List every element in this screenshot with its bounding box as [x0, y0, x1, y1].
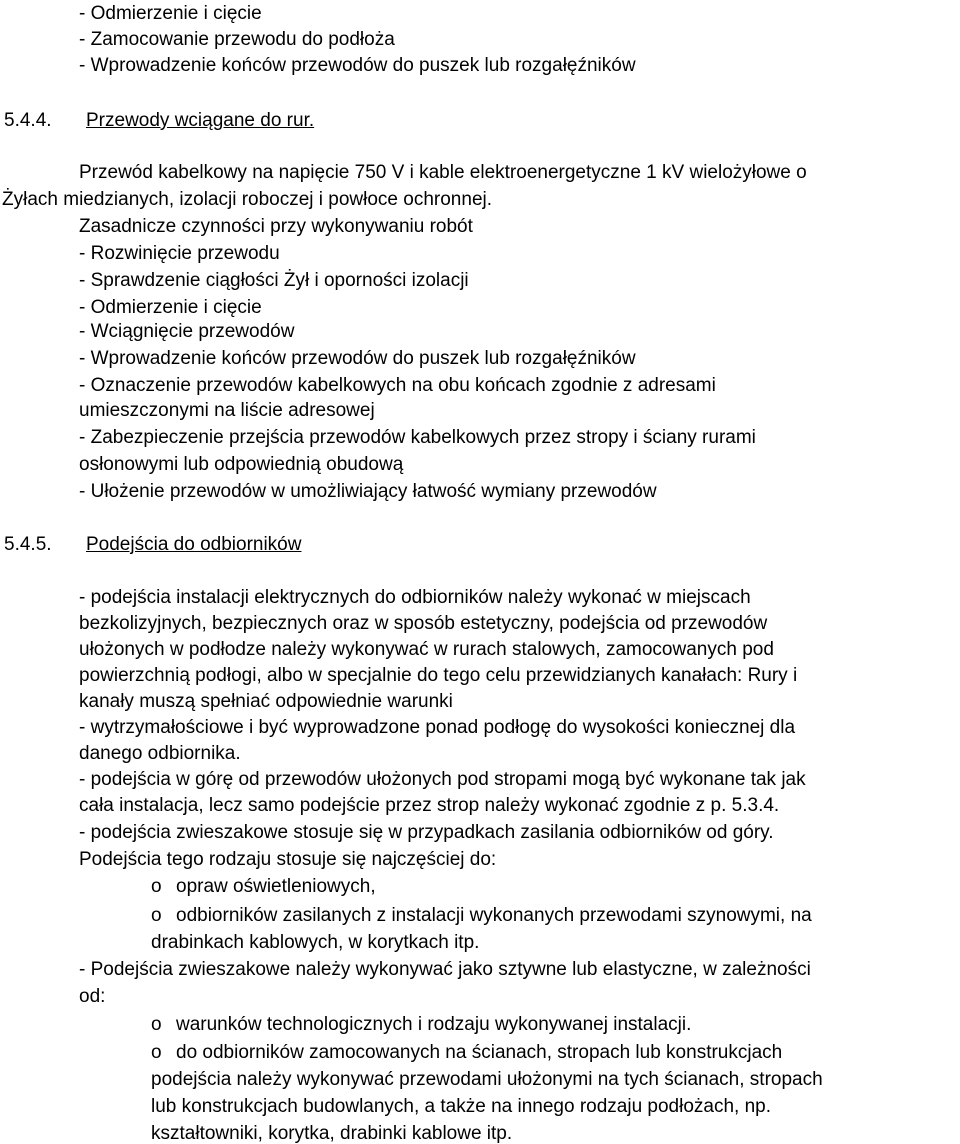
bullet-item: do odbiorników zamocowanych na ścianach, stropach lub konstrukcjach	[176, 1042, 783, 1063]
subheading: Zasadnicze czynności przy wykonywaniu robót	[79, 216, 473, 237]
list-item: - Sprawdzenie ciągłości Żył i oporności izolacji	[79, 270, 469, 291]
list-item: - Wciągnięcie przewodów	[79, 321, 295, 342]
paragraph-line: powierzchnią podłogi, albo w specjalnie do tego celu przewidzianych kanałach: Rury i	[79, 665, 798, 686]
bullet-item-continuation: kształtowniki, korytka, drabinki kablowe itp.	[151, 1123, 513, 1144]
paragraph-line: - podejścia w górę od przewodów ułożonych pod stropami mogą być wykonane tak jak	[79, 769, 806, 790]
section-title: Podejścia do odbiorników	[86, 534, 302, 555]
section-number: 5.4.5.	[4, 534, 52, 555]
bullet-marker: o	[151, 905, 162, 926]
bullet-item: warunków technologicznych i rodzaju wykonywanej instalacji.	[176, 1014, 692, 1035]
paragraph-line: od:	[79, 986, 106, 1007]
paragraph-line: ułożonych w podłodze należy wykonywać w rurach stalowych, zamocowanych pod	[79, 639, 774, 660]
bullet-marker: o	[151, 1014, 162, 1035]
paragraph-line: Podejścia tego rodzaju stosuje się najczęściej do:	[79, 849, 497, 870]
list-item: - Odmierzenie i cięcie	[79, 3, 262, 24]
bullet-marker: o	[151, 1042, 162, 1063]
bullet-item-continuation: lub konstrukcjach budowlanych, a także na innego rodzaju podłożach, np.	[151, 1096, 772, 1117]
bullet-item-continuation: podejścia należy wykonywać przewodami ułożonymi na tych ścianach, stropach	[151, 1069, 823, 1090]
list-item: - Rozwinięcie przewodu	[79, 243, 280, 264]
paragraph-line: bezkolizyjnych, bezpiecznych oraz w sposób estetyczny, podejścia od przewodów	[79, 613, 768, 634]
bullet-item: opraw oświetleniowych,	[176, 876, 376, 897]
paragraph-line: cała instalacja, lecz samo podejście przez strop należy wykonać zgodnie z p. 5.3.4.	[79, 795, 780, 816]
paragraph-line: Żyłach miedzianych, izolacji roboczej i powłoce ochronnej.	[2, 189, 493, 210]
paragraph-line: Przewód kabelkowy na napięcie 750 V i kable elektroenergetyczne 1 kV wielożyłowe o	[79, 162, 807, 183]
bullet-item-continuation: drabinkach kablowych, w korytkach itp.	[151, 932, 480, 953]
paragraph-line: - wytrzymałościowe i być wyprowadzone ponad podłogę do wysokości koniecznej dla	[79, 717, 796, 738]
list-item: - Zabezpieczenie przejścia przewodów kabelkowych przez stropy i ściany rurami	[79, 427, 756, 448]
section-number: 5.4.4.	[4, 110, 52, 131]
paragraph-line: - Podejścia zwieszakowe należy wykonywać jako sztywne lub elastyczne, w zależności	[79, 959, 811, 980]
list-item: - Zamocowanie przewodu do podłoża	[79, 29, 395, 50]
list-item: umieszczonymi na liście adresowej	[79, 400, 375, 421]
list-item: - Ułożenie przewodów w umożliwiający łatwość wymiany przewodów	[79, 481, 657, 502]
list-item: - Odmierzenie i cięcie	[79, 297, 262, 318]
list-item: osłonowymi lub odpowiednią obudową	[79, 454, 404, 475]
section-title: Przewody wciągane do rur.	[86, 110, 315, 131]
bullet-item: odbiorników zasilanych z instalacji wykonanych przewodami szynowymi, na	[176, 905, 812, 926]
list-item: - Wprowadzenie końców przewodów do puszek lub rozgałęźników	[79, 55, 636, 76]
bullet-marker: o	[151, 876, 162, 897]
list-item: - Oznaczenie przewodów kabelkowych na obu końcach zgodnie z adresami	[79, 375, 716, 396]
paragraph-line: danego odbiornika.	[79, 743, 241, 764]
paragraph-line: - podejścia instalacji elektrycznych do odbiorników należy wykonać w miejscach	[79, 587, 751, 608]
list-item: - Wprowadzenie końców przewodów do puszek lub rozgałęźników	[79, 348, 636, 369]
paragraph-line: kanały muszą spełniać odpowiednie warunki	[79, 691, 453, 712]
paragraph-line: - podejścia zwieszakowe stosuje się w przypadkach zasilania odbiorników od góry.	[79, 822, 774, 843]
